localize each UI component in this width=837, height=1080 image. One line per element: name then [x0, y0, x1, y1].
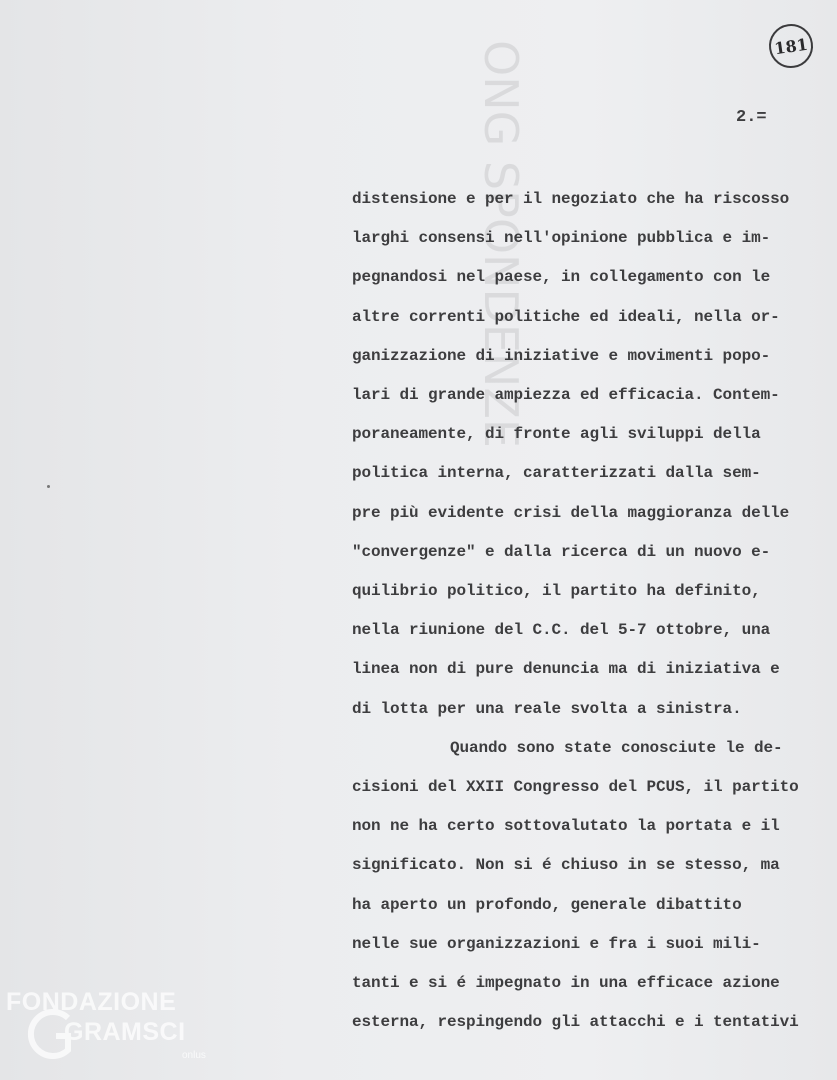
- text-line: di lotta per una reale svolta a sinistra.: [352, 699, 742, 718]
- text-line: esterna, respingendo gli attacchi e i tentativi: [352, 1013, 799, 1032]
- document-body: [352, 180, 827, 1042]
- text-line: non ne ha certo sottovalutato la portata e il: [352, 817, 780, 836]
- text-line: politica interna, caratterizzati dalla sem-: [352, 464, 761, 483]
- folio-stamp: 181: [766, 21, 816, 71]
- paper-speck: [47, 485, 50, 488]
- text-line: cisioni del XXII Congresso del PCUS, il partito: [352, 778, 799, 797]
- fondazione-gramsci-logo: [6, 988, 216, 1076]
- text-line: pre più evidente crisi della maggioranza delle: [352, 503, 790, 522]
- page-number: 2.=: [736, 108, 767, 127]
- text-line: ha aperto un profondo, generale dibattito: [352, 895, 742, 914]
- logo-line-3: onlus: [182, 1050, 206, 1061]
- text-line: altre correnti politiche ed ideali, nella or-: [352, 307, 780, 326]
- text-line: tanti e si é impegnato in una efficace azione: [352, 974, 780, 993]
- text-line: significato. Non si é chiuso in se stesso, ma: [352, 856, 780, 875]
- text-line: quilibrio politico, il partito ha definito,: [352, 582, 761, 601]
- text-line: ganizzazione di iniziative e movimenti popo-: [352, 346, 771, 365]
- text-line: linea non di pure denuncia ma di iniziativa e: [352, 660, 780, 679]
- text-line: nella riunione del C.C. del 5-7 ottobre, una: [352, 621, 771, 640]
- text-line: nelle sue organizzazioni e fra i suoi mili-: [352, 934, 761, 953]
- svg-text:ONG SPONDENZE: ONG SPONDENZE: [474, 40, 528, 448]
- text-line: "convergenze" e dalla ricerca di un nuovo e-: [352, 542, 771, 561]
- logo-line-1: FONDAZIONE: [6, 988, 177, 1016]
- text-line: pegnandosi nel paese, in collegamento con le: [352, 268, 771, 287]
- text-line: distensione e per il negoziato che ha riscosso: [352, 190, 790, 208]
- text-line: poraneamente, di fronte agli sviluppi della: [352, 425, 761, 444]
- text-line: larghi consensi nell'opinione pubblica e im-: [352, 229, 771, 248]
- logo-line-2: GRAMSCI: [64, 1018, 186, 1046]
- paragraph-first-line: Quando sono state conosciute le de-: [450, 738, 783, 757]
- text-line: lari di grande ampiezza ed efficacia. Contem-: [352, 386, 780, 405]
